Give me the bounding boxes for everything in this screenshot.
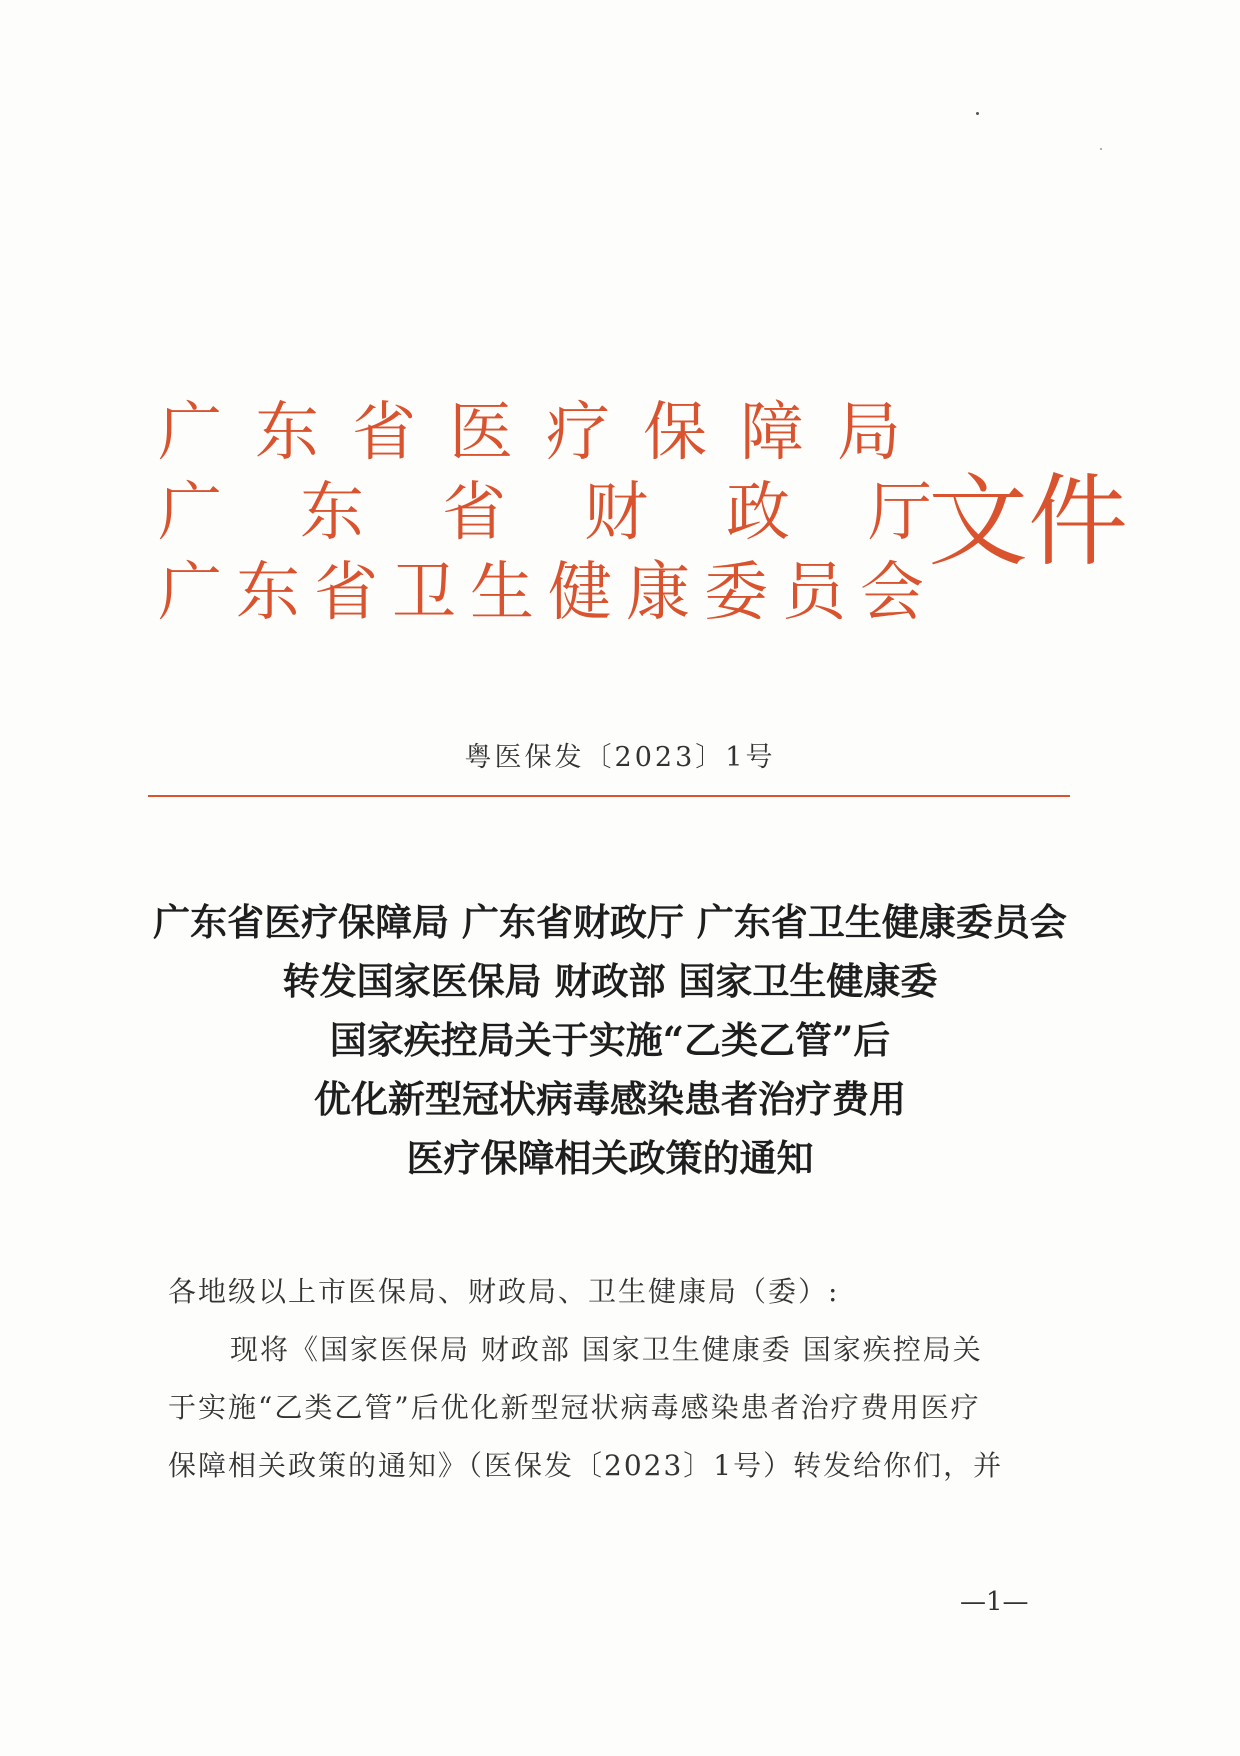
body-line: 于实施“乙类乙管”后优化新型冠状病毒感染患者治疗费用医疗 <box>168 1391 981 1424</box>
issuer-name: 广东省卫生健康委员会 <box>158 556 938 630</box>
title-line: 广东省医疗保障局 广东省财政厅 广东省卫生健康委员会 <box>153 900 1067 944</box>
issuer-name: 广东省医疗保障局 <box>158 396 934 470</box>
scan-speck <box>976 112 979 115</box>
title-line: 转发国家医保局 财政部 国家卫生健康委 <box>282 959 938 1003</box>
document-number: 粤医保发〔2023〕1号 <box>464 742 776 773</box>
scan-speck <box>1100 148 1102 150</box>
red-letterhead <box>150 395 1128 645</box>
document-body <box>168 1263 1068 1495</box>
body-line: 保障相关政策的通知》（医保发〔2023〕1号）转发给你们，并 <box>168 1449 1004 1482</box>
body-line: 现将《国家医保局 财政部 国家卫生健康委 国家疾控局关 <box>230 1333 983 1366</box>
title-line: 国家疾控局关于实施“乙类乙管”后 <box>329 1018 891 1062</box>
document-type-word: 文件 <box>928 463 1128 580</box>
title-line: 优化新型冠状病毒感染患者治疗费用 <box>314 1077 906 1121</box>
issuer-name: 广东省财政厅 <box>158 476 1010 550</box>
document-title <box>110 893 1110 1188</box>
salutation: 各地级以上市医保局、财政局、卫生健康局（委）: <box>168 1275 840 1308</box>
title-line: 医疗保障相关政策的通知 <box>406 1136 814 1180</box>
page-number: —1— <box>960 1587 1029 1617</box>
red-divider-line <box>148 795 1070 797</box>
